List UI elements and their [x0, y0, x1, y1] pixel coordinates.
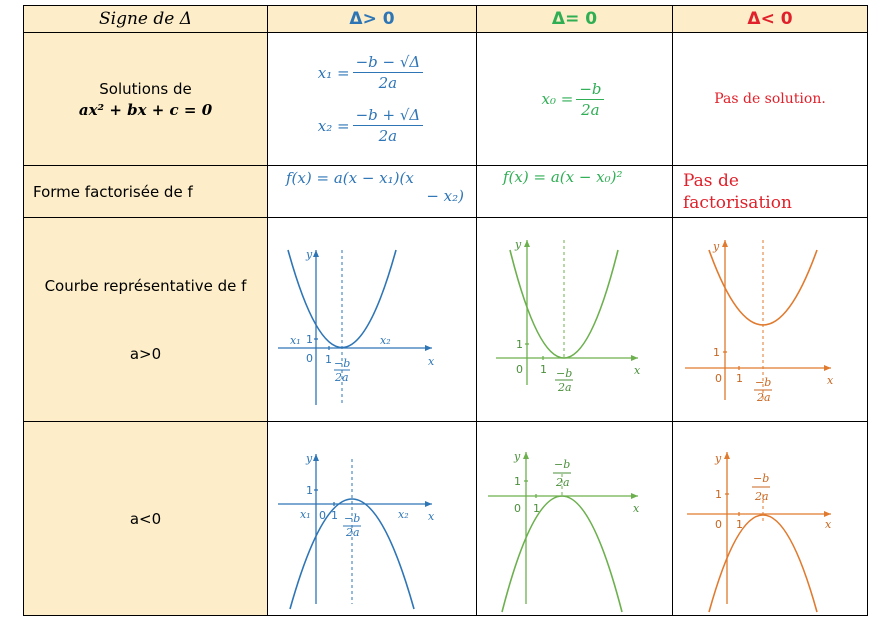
x2-fraction [353, 106, 424, 145]
x-arrow [824, 365, 831, 371]
graph-cell-zero-up [477, 218, 673, 422]
two-a-label: 2a [555, 475, 570, 489]
x1-label: x₁ [289, 333, 301, 347]
one-y-label: 1 [305, 332, 313, 346]
header-delta-zero-text: Δ= 0 [551, 9, 598, 29]
x2-formula [268, 106, 476, 145]
y-arrow [524, 240, 530, 247]
x-arrow [425, 501, 432, 507]
factor-row [24, 166, 868, 218]
factor-label [24, 166, 268, 218]
origin-label: 0 [715, 371, 722, 385]
y-arrow [313, 250, 319, 257]
x1-formula [268, 53, 476, 92]
factor-delta-zero [477, 166, 673, 218]
x-label: x [632, 501, 639, 515]
no-solution-text: Pas de solution. [714, 91, 826, 107]
factor-pos-line2: − x₂) [426, 187, 464, 205]
solutions-row [24, 33, 868, 166]
x0-fraction [576, 80, 604, 119]
x0-numerator: −b [576, 80, 604, 100]
graph-cell-pos-down [268, 422, 477, 616]
parabola-curve [709, 515, 817, 612]
y-label: y [305, 247, 312, 261]
one-x-label: 1 [736, 517, 743, 531]
x-arrow [425, 345, 432, 351]
y-arrow [724, 452, 730, 459]
header-delta-zero [477, 6, 673, 33]
solutions-label-line2: ax² + bx + c = 0 [78, 100, 213, 119]
two-a-label: 2a [557, 380, 572, 394]
graph-delta-zero-a-negative [480, 424, 670, 614]
origin-label: 0 [515, 362, 523, 376]
factor-neg-line2: factorisation [683, 193, 792, 213]
x1-numerator: −b − √Δ [353, 53, 424, 73]
origin-label: 0 [305, 351, 313, 365]
two-a-label: 2a [755, 489, 769, 503]
y-label: y [305, 451, 312, 465]
two-a-label: 2a [345, 525, 360, 539]
neg-b-label: −b [755, 375, 772, 389]
header-delta-negative-text: Δ< 0 [747, 9, 793, 29]
factor-delta-positive [268, 166, 477, 218]
one-y-label: 1 [513, 474, 521, 488]
header-corner [24, 6, 268, 33]
graph-delta-negative-a-positive [675, 220, 865, 420]
x-label: x [827, 373, 834, 387]
a-negative-text: a<0 [129, 509, 162, 528]
solutions-delta-zero [477, 33, 673, 166]
graph-cell-pos-up [268, 218, 477, 422]
neg-b-label: −b [555, 366, 572, 380]
x-label: x [825, 517, 832, 531]
one-x-label: 1 [736, 371, 743, 385]
x-label: x [633, 363, 640, 377]
solutions-label [24, 33, 268, 166]
y-arrow [722, 240, 728, 247]
x-arrow [631, 493, 638, 499]
graph-delta-negative-a-negative [675, 424, 865, 614]
one-y-label: 1 [515, 337, 523, 351]
graph-cell-neg-up [673, 218, 868, 422]
a-positive-text: a>0 [129, 344, 162, 363]
factor-neg-line1: Pas de [683, 171, 739, 191]
header-delta-positive-text: Δ> 0 [349, 9, 395, 29]
one-x-label: 1 [539, 362, 547, 376]
one-x-label: 1 [324, 352, 332, 366]
factor-delta-negative [673, 166, 868, 218]
delta-sign-table [23, 5, 868, 616]
y-arrow [313, 454, 319, 461]
neg-b-label: −b [553, 457, 570, 471]
x-arrow [631, 355, 638, 361]
x-label: x [427, 509, 434, 523]
factor-label-text: Forme factorisée de f [33, 182, 193, 201]
x-label: x [427, 354, 434, 368]
origin-label: 0 [715, 517, 722, 531]
curve-label-text: Courbe représentative de f [44, 276, 247, 295]
solutions-delta-positive [268, 33, 477, 166]
one-y-label: 1 [713, 345, 720, 359]
x2-label: x₂ [379, 333, 391, 347]
x2-denominator: 2a [378, 127, 398, 145]
origin-label: 0 [513, 501, 521, 515]
x-arrow [824, 511, 831, 517]
header-row [24, 6, 868, 33]
x1-label: x₁ [299, 507, 311, 521]
x2-label: x₂ [397, 507, 409, 521]
x1-fraction [353, 53, 424, 92]
graph-delta-zero-a-positive [480, 220, 670, 420]
two-a-label: 2a [334, 370, 349, 384]
x2-lhs: x₂ = [317, 116, 350, 135]
x1-denominator: 2a [378, 74, 398, 92]
graph-delta-positive-a-positive [270, 220, 475, 420]
one-y-label: 1 [305, 483, 313, 497]
curves-a-negative-label [24, 422, 268, 616]
y-label: y [715, 451, 722, 465]
graph-cell-zero-down [477, 422, 673, 616]
one-x-label: 1 [532, 501, 540, 515]
x0-lhs: x₀ = [541, 90, 574, 108]
solutions-delta-negative [673, 33, 868, 166]
solutions-label-line1: Solutions de [99, 79, 192, 98]
origin-label: 0 [318, 508, 326, 522]
y-label: y [513, 449, 520, 463]
curves-a-negative-row [24, 422, 868, 616]
graph-delta-positive-a-negative [270, 424, 475, 614]
one-x-label: 1 [330, 508, 338, 522]
neg-b-label: −b [333, 356, 350, 370]
header-delta-positive [268, 6, 477, 33]
x1-lhs: x₁ = [317, 63, 350, 82]
x0-formula [477, 80, 672, 119]
factor-zero-text: f(x) = a(x − x₀)² [503, 168, 623, 186]
header-corner-text: Signe de Δ [98, 9, 192, 29]
x2-numerator: −b + √Δ [353, 106, 424, 126]
factor-pos-line1: f(x) = a(x − x₁)(x [286, 169, 414, 187]
neg-b-label: −b [343, 511, 360, 525]
neg-b-label: −b [753, 471, 770, 485]
header-delta-negative [673, 6, 868, 33]
x0-denominator: 2a [581, 100, 600, 119]
y-label: y [713, 239, 720, 253]
two-a-label: 2a [757, 390, 771, 404]
curves-a-positive-row [24, 218, 868, 422]
graph-cell-neg-down [673, 422, 868, 616]
one-y-label: 1 [715, 487, 722, 501]
y-arrow [523, 452, 529, 459]
curves-a-positive-label [24, 218, 268, 422]
y-label: y [514, 237, 521, 251]
